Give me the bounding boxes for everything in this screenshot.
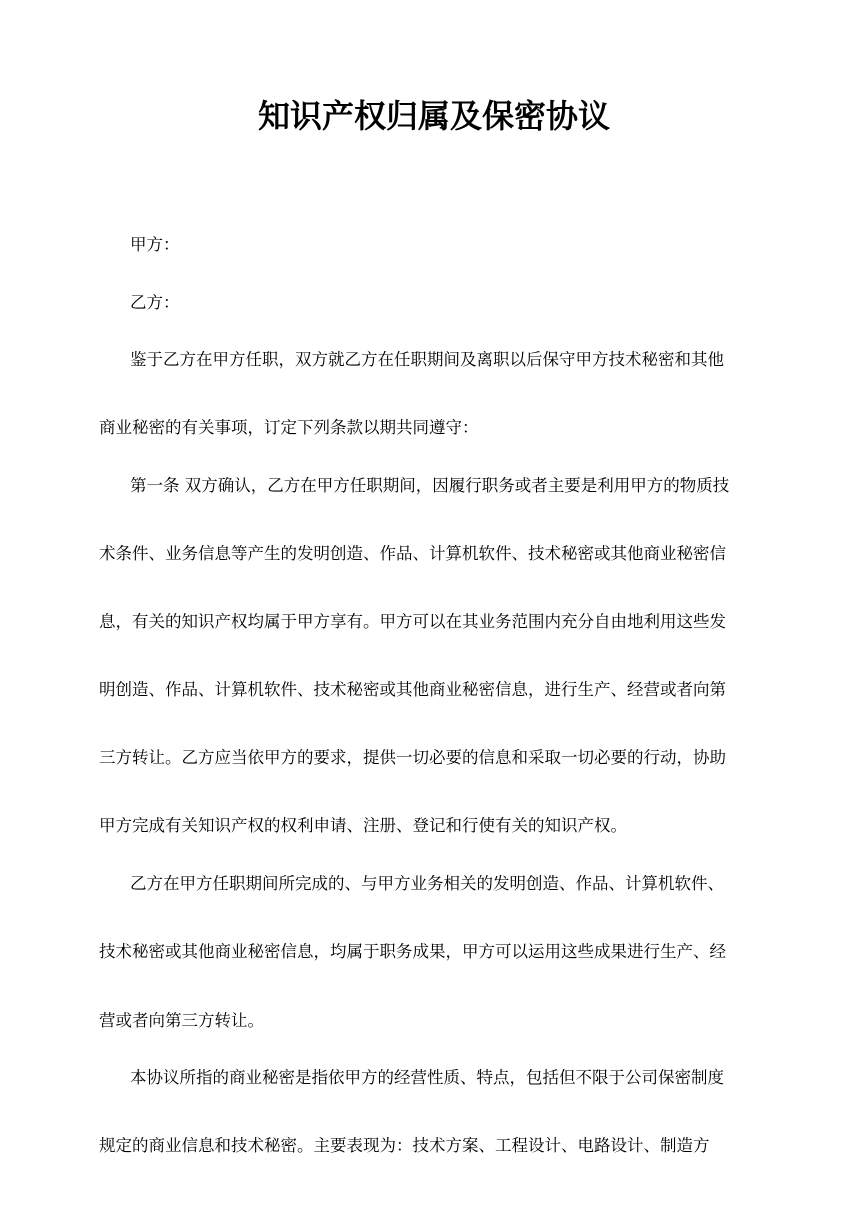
party-b-line: 乙方： [130, 293, 180, 312]
paragraph-line: 术条件、业务信息等产生的发明创造、作品、计算机软件、技术秘密或其他商业秘密信 [99, 544, 726, 563]
paragraph-line: 商业秘密的有关事项，订定下列条款以期共同遵守： [99, 418, 479, 437]
document-title: 知识产权归属及保密协议 [257, 97, 610, 135]
paragraph-line: 本协议所指的商业秘密是指依甲方的经营性质、特点，包括但不限于公司保密制度 [130, 1068, 724, 1087]
paragraph-line: 规定的商业信息和技术秘密。主要表现为：技术方案、工程设计、电路设计、制造方 [99, 1136, 710, 1155]
paragraph-line: 甲方完成有关知识产权的权利申请、注册、登记和行使有关的知识产权。 [99, 816, 627, 835]
party-a-line: 甲方： [130, 235, 180, 254]
paragraph-line: 息，有关的知识产权均属于甲方享有。甲方可以在其业务范围内充分自由地利用这些发 [99, 612, 726, 631]
paragraph-line: 第一条 双方确认，乙方在甲方任职期间，因履行职务或者主要是利用甲方的物质技 [130, 476, 730, 495]
paragraph-line: 技术秘密或其他商业秘密信息，均属于职务成果，甲方可以运用这些成果进行生产、经 [99, 942, 726, 961]
paragraph-line: 明创造、作品、计算机软件、技术秘密或其他商业秘密信息，进行生产、经营或者向第 [99, 680, 726, 699]
paragraph-line: 鉴于乙方在甲方任职，双方就乙方在任职期间及离职以后保守甲方技术秘密和其他 [130, 350, 724, 369]
paragraph-line: 乙方在甲方任职期间所完成的、与甲方业务相关的发明创造、作品、计算机软件、 [130, 874, 724, 893]
paragraph-line: 营或者向第三方转让。 [99, 1011, 264, 1030]
paragraph-line: 三方转让。乙方应当依甲方的要求，提供一切必要的信息和采取一切必要的行动，协助 [99, 748, 726, 767]
